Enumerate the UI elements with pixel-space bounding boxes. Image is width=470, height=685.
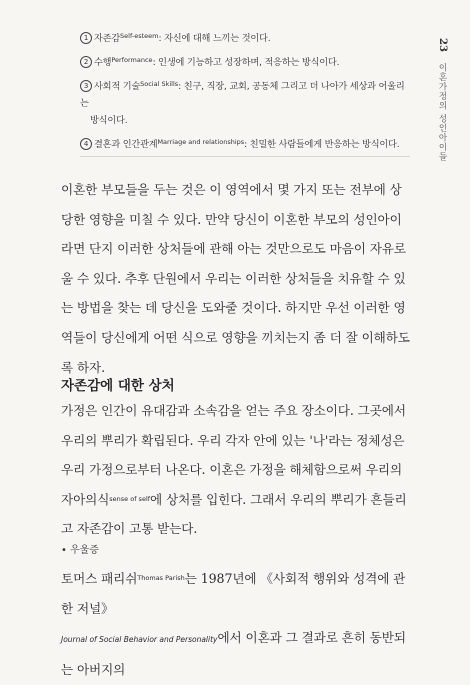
item-term-english: Marriage and relationships <box>157 138 245 146</box>
item-number: 2 <box>80 56 92 68</box>
list-item <box>80 76 410 129</box>
body-paragraph-1: 이혼한 부모들을 두는 것은 이 영역에서 몇 가지 또는 전부에 상당한 영향을 미칠 수 있다. 만약 당신이 이혼한 부모의 성인아이라면 단지 이러한 상처들에 관해 아는 것만으로도 마음이 자유로울 수 있다. 추후 단원에서 우리는 이러한 상처들을 치유할 수 있는 방법을 찾는 데 당신을 도와줄 것이다. 하지만 우선 이러한 영역들이 당신에게 어떤 식으로 영향을 끼치는지 좀 더 잘 이해하도록 하자. <box>61 182 410 375</box>
author-name: 토머스 패리쉬 <box>61 571 138 586</box>
item-description: : 자신에 대해 느끼는 것이다. <box>158 33 271 44</box>
page-number: 23 <box>437 38 448 52</box>
item-number: 3 <box>80 80 92 92</box>
item-term: 결혼과 인간관계 <box>94 139 158 150</box>
section-heading: 자존감에 대한 상처 <box>61 378 175 394</box>
item-number: 1 <box>80 32 92 44</box>
item-description: : 인생에 기능하고 성장하며, 적응하는 방식이다. <box>152 57 340 68</box>
list-item <box>80 28 410 47</box>
item-term: 수행 <box>94 57 112 68</box>
item-term: 자존감 <box>94 33 121 44</box>
author-name-english: Thomas Parish <box>137 574 185 582</box>
paragraph-text: 가정은 인간이 유대감과 소속감을 얻는 주요 장소이다. 그곳에서 우리의 뿌리가 확립된다. 우리 각자 안에 있는 '나'라는 정체성은 우리 가정으로부터 나온다. 이혼은 가정을 해체함으로써 우리의 자아의식 <box>61 403 406 507</box>
running-header <box>432 38 452 168</box>
item-description: : 친밀한 사람들에게 반응하는 방식이다. <box>244 139 400 150</box>
paragraph-text: 는 1987년에 《사회적 행위와 성격에 관한 저널》 <box>61 571 406 616</box>
item-description: : 친구, 직장, 교회, 공동체 그리고 더 나아가 세상과 어울리는 <box>80 81 405 109</box>
paragraph-text: 에 상처를 입힌다. 그래서 우리의 뿌리가 흔들리고 자존감이 고통 받는다. <box>61 491 407 537</box>
list-item <box>80 134 410 153</box>
numbered-list <box>80 28 410 158</box>
list-item <box>80 52 410 71</box>
book-title: 이혼가정의 성인아이들 <box>437 63 447 162</box>
journal-title-english: Journal of Social Behavior and Personality <box>61 635 218 645</box>
item-term-english: Self-esteem <box>120 32 159 40</box>
subsection-title: • 우울증 <box>61 545 100 556</box>
body-paragraph-2 <box>61 396 413 544</box>
divider <box>80 156 410 157</box>
body-paragraph-3 <box>61 564 413 684</box>
item-number: 4 <box>80 138 92 150</box>
item-term: 사회적 기술 <box>94 81 141 92</box>
item-term-english: Social Skills <box>140 80 179 88</box>
item-term-english: Performance <box>111 56 153 64</box>
english-term: sense of self <box>109 494 151 503</box>
paragraph-text: 에서 이혼과 그 결과로 흔히 동반되는 아버지의 <box>61 630 406 677</box>
item-description-continued: 방식이다. <box>90 115 128 126</box>
